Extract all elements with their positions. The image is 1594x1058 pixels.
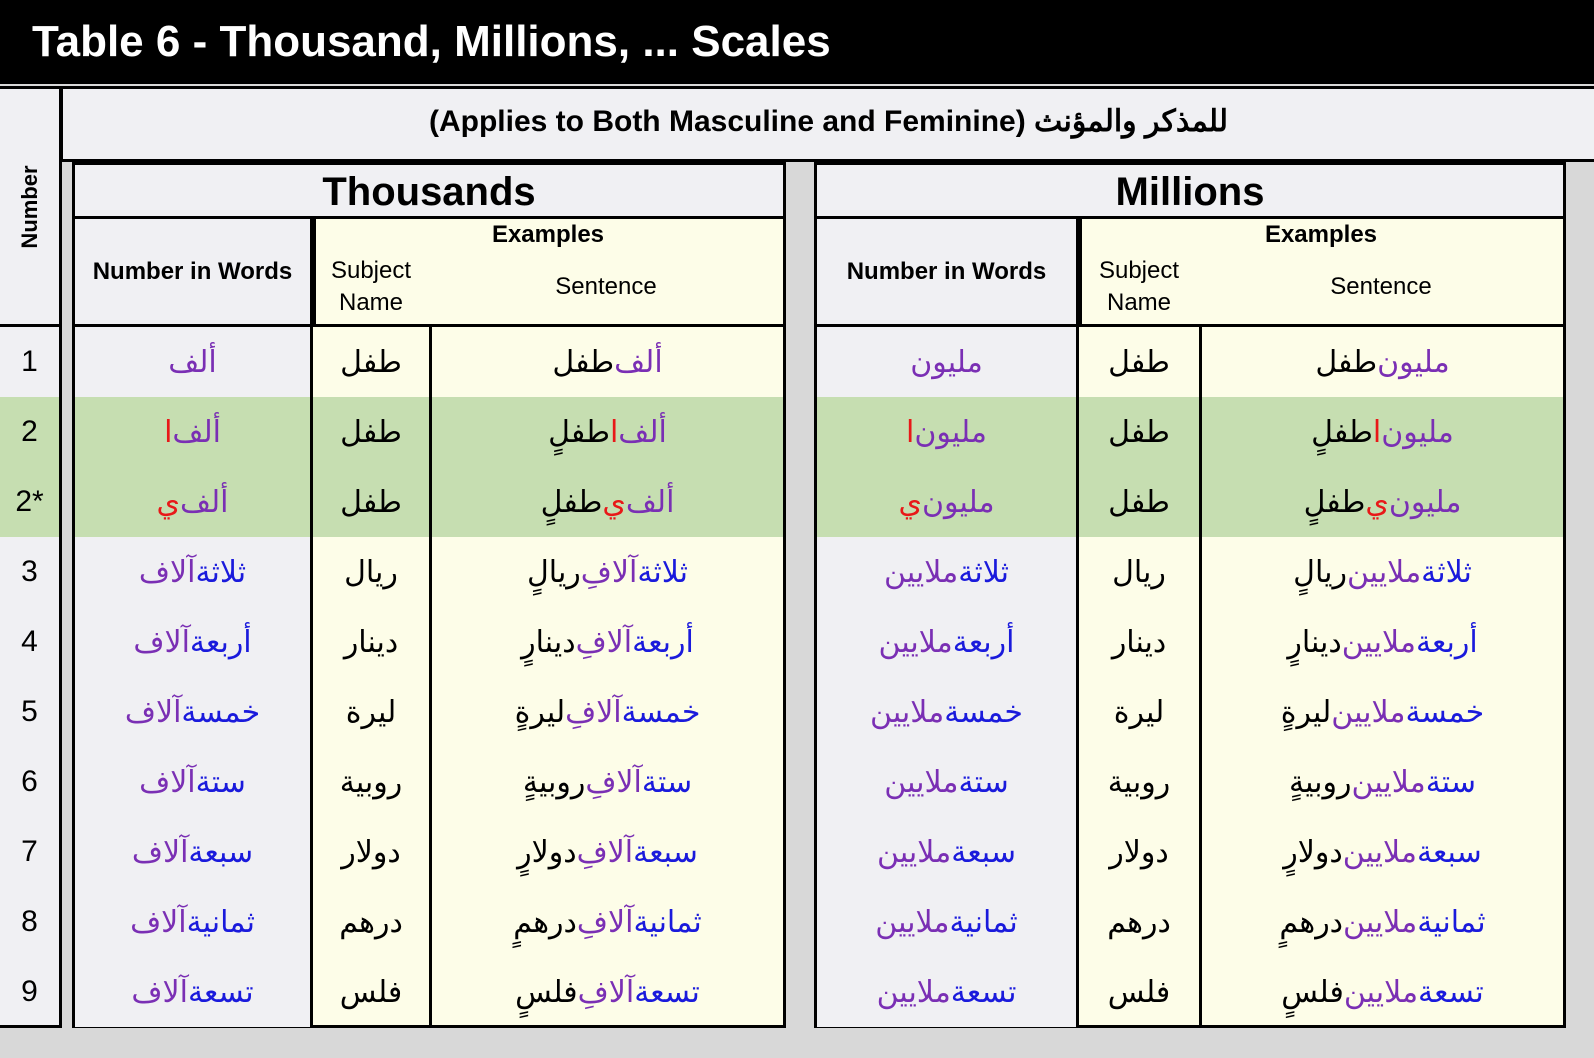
- column-divider: [429, 327, 432, 1025]
- text-segment: آلافِ: [580, 554, 638, 590]
- text-segment: ملايين: [878, 624, 953, 660]
- text-segment: دولارٍ: [517, 834, 577, 870]
- example-sentence: [1202, 887, 1563, 957]
- number-header-label: Number: [17, 165, 42, 249]
- text-segment: آلاف: [133, 624, 190, 660]
- text-segment: ملايين: [884, 764, 959, 800]
- text-segment: ألف: [614, 344, 663, 380]
- text-segment: خمسة: [621, 694, 701, 730]
- number-in-words: [817, 887, 1076, 957]
- text-segment: ألف: [625, 484, 675, 520]
- number-in-words: [75, 747, 310, 817]
- row-number: 9: [21, 975, 38, 1008]
- text-segment: مليون: [910, 344, 983, 380]
- table-row: [817, 327, 1563, 397]
- subject-name: [313, 537, 429, 607]
- example-sentence: [1202, 747, 1563, 817]
- text-segment: تسعة: [1418, 974, 1484, 1010]
- text-segment: دولار: [1109, 834, 1169, 870]
- millions-words-header: Number in Words: [817, 219, 1079, 327]
- text-segment: ملايين: [1346, 554, 1422, 590]
- example-sentence: [432, 327, 783, 397]
- subject-name: [1079, 747, 1199, 817]
- column-divider: [313, 219, 316, 327]
- number-in-words: [817, 607, 1076, 677]
- subject-name: [1079, 817, 1199, 887]
- text-segment: درهمٍ: [1279, 904, 1344, 940]
- text-segment: دينارٍ: [1287, 624, 1342, 660]
- row-number: 3: [21, 555, 38, 588]
- table-row: [817, 887, 1563, 957]
- text-segment: آلاف: [139, 764, 196, 800]
- number-in-words: [817, 467, 1076, 537]
- text-segment: آلافِ: [565, 694, 622, 730]
- examples-label: Examples: [1264, 221, 1378, 248]
- text-segment: دولار: [341, 834, 401, 870]
- text-segment: درهم: [1107, 904, 1171, 940]
- text-segment: مليون: [1377, 344, 1450, 380]
- subject-name: [1079, 537, 1199, 607]
- number-in-words: [75, 957, 310, 1027]
- number-in-words: [75, 327, 310, 397]
- text-segment: طفل: [1108, 344, 1170, 380]
- text-segment: طفل: [340, 484, 402, 520]
- text-segment: ريالٍ: [527, 554, 581, 590]
- text-segment: ي: [898, 484, 922, 520]
- text-segment: آلاف: [124, 694, 182, 730]
- text-segment: ا: [164, 414, 173, 450]
- table-title: Table 6 - Thousand, Millions, ... Scales: [0, 0, 1594, 84]
- text-segment: ليرةٍ: [514, 694, 566, 730]
- subject-name: [313, 957, 429, 1027]
- number-column: [0, 86, 62, 1028]
- subject-name: [313, 887, 429, 957]
- text-segment: أربعة: [952, 624, 1015, 660]
- text-segment: درهمٍ: [513, 904, 577, 940]
- column-divider: [1079, 219, 1082, 327]
- text-segment: آلافِ: [575, 624, 633, 660]
- example-sentence: [432, 887, 783, 957]
- text-segment: ملايين: [1343, 904, 1418, 940]
- text-segment: آلافِ: [576, 904, 634, 940]
- subject-name: [313, 397, 429, 467]
- text-segment: ا: [906, 414, 915, 450]
- text-segment: ثمانية: [633, 904, 702, 940]
- text-segment: ريال: [1112, 554, 1166, 590]
- text-segment: طفلٍ: [1303, 484, 1366, 520]
- table-row: [817, 957, 1563, 1027]
- text-segment: ثلاثة: [637, 554, 689, 590]
- text-segment: خمسة: [181, 694, 261, 730]
- example-sentence: [1202, 957, 1563, 1027]
- text-segment: طفل: [1315, 344, 1378, 380]
- example-sentence: [432, 817, 783, 887]
- text-segment: ستة: [641, 764, 693, 800]
- text-segment: ثلاثة: [195, 554, 247, 590]
- text-segment: آلافِ: [585, 764, 642, 800]
- text-segment: ألف: [168, 344, 217, 380]
- row-number: 2*: [0, 467, 59, 537]
- example-sentence: [432, 677, 783, 747]
- text-segment: روبيةٍ: [1289, 764, 1352, 800]
- subject-name: [1079, 887, 1199, 957]
- text-segment: ثلاثة: [1421, 554, 1472, 590]
- text-segment: طفل: [552, 344, 615, 380]
- text-segment: ريال: [344, 554, 398, 590]
- number-in-words: [817, 327, 1076, 397]
- number-in-words: [75, 607, 310, 677]
- subject-name: [1079, 677, 1199, 747]
- subject-name: [313, 817, 429, 887]
- subject-name-label: Subject Name: [330, 257, 412, 316]
- subject-name: [1079, 607, 1199, 677]
- text-segment: درهم: [339, 904, 403, 940]
- text-segment: ليرة: [1113, 694, 1165, 730]
- millions-title: Millions: [817, 165, 1563, 219]
- sentence-label: Sentence: [555, 273, 657, 300]
- row-number: 5: [21, 695, 38, 728]
- column-divider: [1199, 327, 1202, 1025]
- text-segment: دينار: [1111, 624, 1167, 660]
- text-segment: آلافِ: [576, 834, 634, 870]
- number-header: [0, 89, 59, 327]
- text-segment: سبعة: [633, 834, 698, 870]
- millions-examples-header: [1079, 219, 1563, 327]
- text-segment: ليرة: [345, 694, 397, 730]
- example-sentence: [1202, 677, 1563, 747]
- table-row: [817, 817, 1563, 887]
- subject-name: [1079, 467, 1199, 537]
- row-number: 7: [21, 835, 38, 868]
- text-segment: طفلٍ: [540, 484, 603, 520]
- subject-name: [313, 677, 429, 747]
- example-sentence: [1202, 397, 1563, 467]
- text-segment: ألف: [172, 414, 221, 450]
- text-segment: دولارٍ: [1283, 834, 1343, 870]
- number-in-words: [75, 397, 310, 467]
- number-in-words: [75, 467, 310, 537]
- text-segment: مليون: [914, 414, 987, 450]
- text-segment: ملايين: [884, 554, 959, 590]
- text-segment: آلاف: [131, 834, 189, 870]
- text-segment: ليرةٍ: [1280, 694, 1332, 730]
- row-number: 1: [21, 345, 38, 378]
- number-in-words: [817, 397, 1076, 467]
- example-sentence: [432, 537, 783, 607]
- example-sentence: [432, 747, 783, 817]
- text-segment: فلسٍ: [1281, 974, 1344, 1010]
- text-segment: طفلٍ: [548, 414, 610, 450]
- example-sentence: [1202, 467, 1563, 537]
- text-segment: روبية: [1107, 764, 1171, 800]
- number-in-words: [75, 537, 310, 607]
- text-segment: خمسة: [944, 694, 1023, 730]
- text-segment: ستة: [195, 764, 246, 800]
- example-sentence: [432, 957, 783, 1027]
- number-in-words: [817, 817, 1076, 887]
- text-segment: ملايين: [875, 904, 950, 940]
- text-segment: ملايين: [877, 834, 952, 870]
- text-segment: ملايين: [876, 974, 951, 1010]
- text-segment: آلاف: [131, 974, 188, 1010]
- text-segment: ستة: [1425, 764, 1476, 800]
- number-in-words: [817, 537, 1076, 607]
- text-segment: روبيةٍ: [522, 764, 586, 800]
- text-segment: مليون: [1388, 484, 1462, 520]
- thousands-words-header: Number in Words: [75, 219, 313, 327]
- subject-name: [313, 747, 429, 817]
- text-segment: ستة: [958, 764, 1009, 800]
- text-segment: أربعة: [632, 624, 694, 660]
- table-row: [817, 677, 1563, 747]
- text-segment: طفل: [1108, 414, 1170, 450]
- thousands-examples-header: [313, 219, 783, 327]
- example-sentence: [1202, 817, 1563, 887]
- row-number: 4: [21, 625, 38, 658]
- text-segment: فلسٍ: [515, 974, 578, 1010]
- table-row: [817, 397, 1563, 467]
- example-sentence: [432, 607, 783, 677]
- text-segment: سبعة: [951, 834, 1016, 870]
- number-in-words: [75, 817, 310, 887]
- text-segment: ي: [156, 484, 180, 520]
- text-segment: ثمانية: [186, 904, 255, 940]
- number-in-words: [75, 677, 310, 747]
- text-segment: ألف: [179, 484, 229, 520]
- text-segment: ملايين: [1342, 834, 1417, 870]
- text-segment: آلافِ: [577, 974, 635, 1010]
- text-segment: ي: [1365, 484, 1389, 520]
- text-segment: فلس: [339, 974, 403, 1010]
- column-divider: [1076, 327, 1079, 1025]
- text-segment: ملايين: [870, 694, 945, 730]
- text-segment: ألف: [618, 414, 667, 450]
- text-segment: دينار: [343, 624, 399, 660]
- column-divider: [310, 327, 313, 1025]
- sentence-label: Sentence: [1330, 273, 1432, 300]
- text-segment: مليون: [1381, 414, 1454, 450]
- text-segment: ملايين: [1341, 624, 1416, 660]
- subject-name: [1079, 397, 1199, 467]
- applies-banner: (Applies to Both Masculine and Feminine) للمذكر والمؤنث: [60, 86, 1594, 162]
- text-segment: طفلٍ: [1311, 414, 1373, 450]
- row-number: 2: [0, 397, 59, 467]
- subject-name: [1079, 957, 1199, 1027]
- text-segment: آلاف: [130, 904, 187, 940]
- text-segment: ثلاثة: [958, 554, 1009, 590]
- row-number: 8: [21, 905, 38, 938]
- table-row: [817, 537, 1563, 607]
- text-segment: ملايين: [1343, 974, 1419, 1010]
- text-segment: طفل: [340, 344, 402, 380]
- table-row: [817, 747, 1563, 817]
- text-segment: ا: [1372, 414, 1382, 450]
- number-in-words: [817, 677, 1076, 747]
- text-segment: ي: [602, 484, 626, 520]
- text-segment: تسعة: [634, 974, 700, 1010]
- thousands-panel: [72, 162, 786, 1028]
- text-segment: فلس: [1107, 974, 1171, 1010]
- text-segment: تسعة: [187, 974, 254, 1010]
- text-segment: سبعة: [1416, 834, 1482, 870]
- subject-name: [313, 327, 429, 397]
- number-in-words: [817, 747, 1076, 817]
- number-in-words: [817, 957, 1076, 1027]
- text-segment: طفل: [1108, 484, 1170, 520]
- subject-name: [313, 607, 429, 677]
- table-row: [817, 607, 1563, 677]
- example-sentence: [1202, 607, 1563, 677]
- text-segment: ملايين: [1351, 764, 1426, 800]
- thousands-title: Thousands: [75, 165, 783, 219]
- subject-name-label: Subject Name: [1098, 257, 1180, 316]
- example-sentence: [432, 397, 783, 467]
- example-sentence: [1202, 537, 1563, 607]
- example-sentence: [1202, 327, 1563, 397]
- subject-name: [313, 467, 429, 537]
- subject-name: [1079, 327, 1199, 397]
- text-segment: طفل: [340, 414, 402, 450]
- text-segment: ثمانية: [1417, 904, 1486, 940]
- examples-label: Examples: [491, 221, 605, 248]
- text-segment: أربعة: [189, 624, 252, 660]
- text-segment: أربعة: [1415, 624, 1478, 660]
- text-segment: ملايين: [1331, 694, 1406, 730]
- text-segment: سبعة: [188, 834, 254, 870]
- text-segment: مليون: [921, 484, 995, 520]
- row-number: 6: [21, 765, 38, 798]
- text-segment: روبية: [339, 764, 403, 800]
- millions-panel: [814, 162, 1566, 1028]
- example-sentence: [432, 467, 783, 537]
- text-segment: دينارٍ: [521, 624, 576, 660]
- text-segment: ثمانية: [949, 904, 1018, 940]
- text-segment: آلاف: [138, 554, 196, 590]
- text-segment: ريالٍ: [1293, 554, 1347, 590]
- text-segment: تسعة: [950, 974, 1017, 1010]
- number-in-words: [75, 887, 310, 957]
- text-segment: خمسة: [1405, 694, 1485, 730]
- text-segment: ا: [609, 414, 619, 450]
- table-row: [817, 467, 1563, 537]
